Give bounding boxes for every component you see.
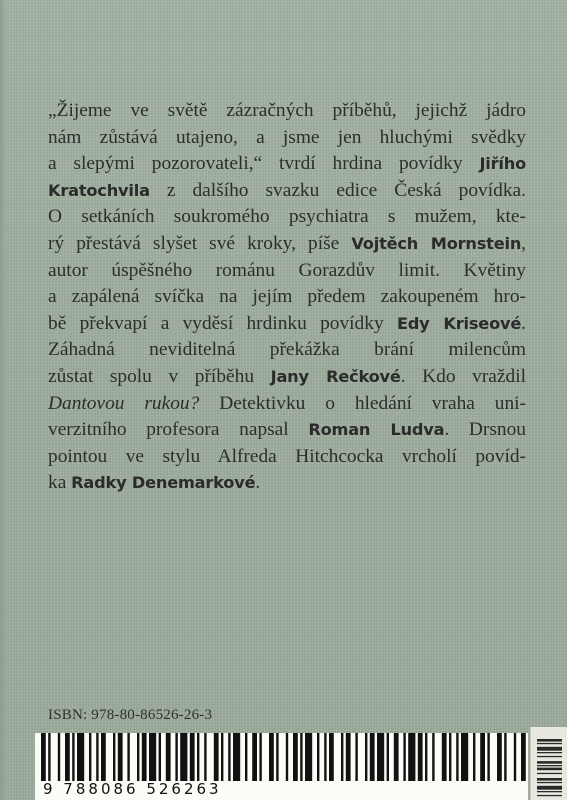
barcode-bar (293, 733, 298, 781)
blurb-line (48, 417, 526, 444)
author-name: Jany Rečkové (270, 366, 401, 386)
author-name: Radky Denemarkové (71, 473, 256, 493)
blurb-fragment: . Kdo vraždil (400, 365, 526, 387)
barcode-bar (387, 733, 389, 781)
sticker-bar (537, 782, 562, 783)
barcode-bar (305, 733, 312, 781)
blurb-line (48, 444, 526, 471)
barcode-bar (461, 733, 468, 781)
blurb-fragment: . Drsnou (444, 419, 526, 441)
barcode-bar (214, 733, 219, 781)
barcode-bar (269, 733, 274, 781)
blurb-fragment: autor úspěšného románu Gorazdův limit. Květiny (48, 259, 526, 281)
barcode-bar (118, 733, 123, 781)
barcode-bar (259, 733, 261, 781)
barcode-bar (276, 733, 278, 781)
barcode-bar (127, 733, 129, 781)
blurb-fragment: . (521, 312, 527, 334)
barcode-bar (65, 733, 70, 781)
blurb-fragment: zůstat spolu v příběhu (48, 365, 271, 387)
blurb-fragment: . (255, 472, 261, 494)
barcode-bar (300, 733, 302, 781)
barcode-bar (221, 733, 223, 781)
author-name: Edy Kriseové (396, 313, 522, 333)
barcode-bar (370, 733, 375, 781)
blurb-line (48, 364, 526, 391)
blurb-line (48, 151, 526, 178)
cover-edge-shadow (0, 0, 6, 800)
barcode (35, 733, 528, 800)
sticker-bar (537, 739, 562, 742)
barcode-bar (514, 733, 516, 781)
blurb-fragment: bě překvapí a vyděsí hrdinku povídky (48, 312, 397, 334)
barcode-bar (197, 733, 199, 781)
barcode-bar (355, 733, 357, 781)
sticker-bar (537, 786, 562, 790)
barcode-bar (72, 733, 74, 781)
barcode-bar (487, 733, 489, 781)
barcode-bar (473, 733, 475, 781)
barcode-bar (324, 733, 326, 781)
blurb-fragment: z dalšího svazku edice Česká povídka. (149, 179, 526, 201)
barcode-bar (346, 733, 351, 781)
author-name: Roman Ludva (308, 420, 445, 440)
sticker-bar (537, 778, 562, 781)
author-name: Kratochvila (48, 180, 150, 200)
sticker-bar (537, 765, 562, 766)
blurb-fragment: Detektivku o hledání vraha uni- (199, 392, 526, 414)
barcode-bar (245, 733, 247, 781)
barcode-bar (113, 733, 115, 781)
sticker-barcode (537, 739, 562, 797)
barcode-bar (497, 733, 502, 781)
author-name: Jiřího (479, 154, 526, 174)
barcode-bar (418, 733, 423, 781)
blurb-fragment: „Žijeme ve světě zázračných příběhů, jejichž jádro (48, 100, 526, 121)
blurb-fragment: a zapálená svíčka na jejím předem zakoupeném hro- (48, 286, 526, 308)
sticker-bar (537, 756, 562, 757)
barcode-bar (190, 733, 195, 781)
blurb-line (48, 125, 526, 152)
barcode-bar (180, 733, 187, 781)
barcode-bar (149, 733, 156, 781)
barcode-bar (48, 733, 50, 781)
barcode-bar (449, 733, 451, 781)
barcode-bar (504, 733, 506, 781)
barcode-bar (204, 733, 206, 781)
sticker-bar (537, 791, 562, 792)
blurb-fragment: , (521, 232, 527, 254)
barcode-bar (341, 733, 343, 781)
barcode-bar (521, 733, 526, 781)
blurb-fragment: a slepými pozorovateli,“ tvrdí hrdina povídky (48, 153, 480, 175)
blurb-line (48, 470, 526, 497)
barcode-bar (137, 733, 139, 781)
barcode-bar (228, 733, 230, 781)
blurb-fragment: rý přestává slyšet své kroky, píše (48, 232, 352, 254)
barcode-bar (425, 733, 427, 781)
sticker-bar (537, 768, 562, 771)
sticker-bar (537, 773, 562, 774)
barcode-bar (89, 733, 91, 781)
blurb-line (48, 204, 526, 231)
barcode-bar (456, 733, 458, 781)
blurb-line (48, 98, 526, 125)
barcode-bar (96, 733, 98, 781)
blurb-line (48, 391, 526, 418)
blurb-line (48, 284, 526, 311)
barcode-bar (377, 733, 384, 781)
barcode-bar (58, 733, 60, 781)
barcode-bar (329, 733, 334, 781)
library-sticker (530, 727, 567, 800)
barcode-bar (142, 733, 147, 781)
barcode-bar (403, 733, 405, 781)
barcode-bars (35, 733, 528, 781)
barcode-bar (41, 733, 46, 781)
story-title: Dantovou rukou? (48, 392, 200, 414)
blurb-fragment: nám zůstává utajeno, a jsme jen hluchými svědky (48, 126, 526, 148)
barcode-bar (252, 733, 257, 781)
author-name: Vojtěch Mornstein (351, 233, 522, 253)
blurb-line (48, 231, 526, 258)
sticker-bar (537, 743, 562, 744)
barcode-bar (166, 733, 171, 781)
barcode-bar (442, 733, 447, 781)
sticker-bar (537, 747, 562, 751)
blurb-fragment: O setkáních soukromého psychiatra s mužem, kte- (48, 206, 526, 228)
sticker-bar (537, 761, 562, 764)
blurb-fragment: Záhadná neviditelná překážka brání milencům (48, 339, 526, 361)
blurb-fragment: pointou ve stylu Alfreda Hitchcocka vrcholí povíd- (48, 445, 526, 467)
barcode-bar (317, 733, 319, 781)
barcode-bar (175, 733, 177, 781)
barcode-bar (408, 733, 415, 781)
barcode-digits: 9 788086 526263 (43, 780, 222, 798)
barcode-bar (286, 733, 288, 781)
barcode-bar (365, 733, 367, 781)
blurb-line (48, 178, 526, 205)
barcode-bar (101, 733, 106, 781)
blurb-fragment: verzitního profesora napsal (48, 419, 309, 441)
sticker-bar (537, 795, 562, 796)
blurb-line (48, 258, 526, 285)
barcode-bar (77, 733, 84, 781)
barcode-bar (432, 733, 434, 781)
blurb-line (48, 337, 526, 364)
barcode-bar (159, 733, 161, 781)
blurb-line (48, 311, 526, 338)
blurb-fragment: ka (48, 472, 72, 494)
isbn-label: ISBN: 978-80-86526-26-3 (48, 707, 213, 723)
barcode-bar (480, 733, 485, 781)
blurb-text (48, 98, 526, 497)
barcode-bar (394, 733, 399, 781)
sticker-bar (537, 752, 562, 753)
barcode-bar (233, 733, 240, 781)
